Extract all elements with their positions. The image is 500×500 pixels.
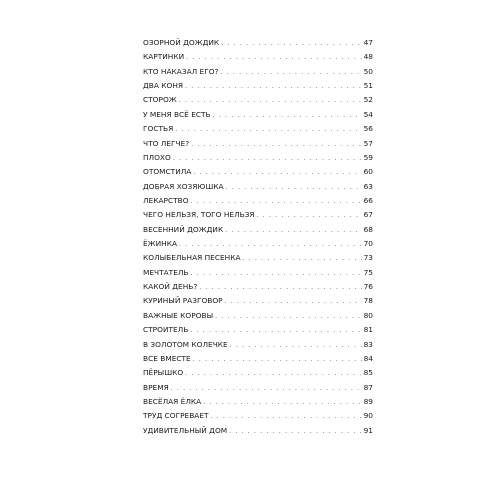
toc-entry-title: СТРОИТЕЛЬ	[143, 325, 189, 335]
toc-entry	[143, 153, 373, 167]
dot-leader	[221, 40, 361, 47]
toc-entry-page-number: 91	[363, 425, 373, 435]
toc-entry	[143, 210, 373, 224]
toc-entry-title: КТО НАКАЗАЛ ЕГО?	[143, 66, 219, 76]
toc-entry-page-number: 89	[363, 396, 373, 406]
dot-leader	[215, 313, 361, 320]
toc-entry	[143, 296, 373, 310]
toc-entry-page-number: 54	[363, 109, 373, 119]
toc-entry	[143, 253, 373, 267]
dot-leader	[229, 428, 361, 435]
toc-entry-title: ЁЖИНКА	[143, 239, 178, 249]
table-of-contents	[143, 38, 373, 440]
dot-leader	[220, 69, 361, 76]
dot-leader	[191, 198, 362, 205]
toc-entry-title: УДИВИТЕЛЬНЫЙ ДОМ	[143, 425, 228, 435]
toc-entry-page-number: 50	[363, 66, 373, 76]
toc-entry-page-number: 76	[363, 282, 373, 292]
dot-leader	[213, 112, 362, 119]
toc-entry-page-number: 85	[363, 368, 373, 378]
toc-entry-title: У МЕНЯ ВСЁ ЕСТЬ	[143, 109, 211, 119]
toc-entry-title: МЕЧТАТЕЛЬ	[143, 267, 189, 277]
toc-entry-title: КУРИНЫЙ РАЗГОВОР	[143, 296, 223, 306]
dot-leader	[243, 255, 362, 262]
toc-entry	[143, 225, 373, 239]
toc-entry-page-number: 73	[363, 253, 373, 263]
toc-entry	[143, 268, 373, 282]
dot-leader	[225, 298, 362, 305]
dot-leader	[173, 155, 362, 162]
dot-leader	[191, 141, 361, 148]
toc-entry-page-number: 87	[363, 382, 373, 392]
toc-entry-page-number: 51	[363, 81, 373, 91]
dot-leader	[203, 399, 361, 406]
toc-entry	[143, 110, 373, 124]
toc-entry-page-number: 60	[363, 167, 373, 177]
toc-entry-title: ГОСТЬЯ	[143, 124, 174, 134]
toc-entry	[143, 124, 373, 138]
dot-leader	[257, 212, 362, 219]
toc-entry	[143, 38, 373, 52]
toc-entry-page-number: 47	[363, 38, 373, 47]
toc-entry-title: КАКОЙ ДЕНЬ?	[143, 282, 198, 292]
toc-entry-title: ДВА КОНЯ	[143, 81, 184, 91]
toc-entry	[143, 67, 373, 81]
toc-entry	[143, 411, 373, 425]
toc-entry-page-number: 67	[363, 210, 373, 220]
toc-entry	[143, 282, 373, 296]
toc-entry-page-number: 56	[363, 124, 373, 134]
dot-leader	[185, 370, 361, 377]
toc-entry-page-number: 78	[363, 296, 373, 306]
toc-entry-title: ЛЕКАРСТВО	[143, 195, 189, 205]
toc-entry	[143, 196, 373, 210]
toc-entry-title: ПЁРЫШКО	[143, 368, 184, 378]
toc-entry-title: ЧЕГО НЕЛЬЗЯ, ТОГО НЕЛЬЗЯ	[143, 210, 255, 220]
toc-entry	[143, 325, 373, 339]
toc-entry	[143, 354, 373, 368]
toc-entry	[143, 95, 373, 109]
toc-entry	[143, 340, 373, 354]
toc-entry-page-number: 48	[363, 52, 373, 62]
toc-entry-page-number: 57	[363, 138, 373, 148]
toc-entry-page-number: 84	[363, 353, 373, 363]
toc-entry-title: ОТОМСТИЛА	[143, 167, 192, 177]
toc-entry-page-number: 63	[363, 181, 373, 191]
toc-entry	[143, 167, 373, 181]
dot-leader	[225, 227, 361, 234]
toc-entry	[143, 383, 373, 397]
dot-leader	[179, 97, 362, 104]
toc-entry-page-number: 68	[363, 224, 373, 234]
toc-entry-title: ОЗОРНОЙ ДОЖДИК	[143, 38, 220, 47]
toc-entry	[143, 397, 373, 411]
toc-entry-title: ВЕСЕННИЙ ДОЖДИК	[143, 224, 224, 234]
dot-leader	[171, 385, 362, 392]
toc-entry-page-number: 59	[363, 152, 373, 162]
toc-entry-title: ДОБРАЯ ХОЗЯЮШКА	[143, 181, 224, 191]
toc-entry-title: В ЗОЛОТОМ КОЛЕЧКЕ	[143, 339, 228, 349]
toc-entry-title: КОЛЫБЕЛЬНАЯ ПЕСЕНКА	[143, 253, 241, 263]
dot-leader	[230, 342, 362, 349]
toc-entry-page-number: 80	[363, 310, 373, 320]
dot-leader	[199, 284, 361, 291]
toc-entry-page-number: 83	[363, 339, 373, 349]
toc-entry-title: ВСЕ ВМЕСТЕ	[143, 353, 191, 363]
toc-entry-page-number: 52	[363, 95, 373, 105]
dot-leader	[193, 356, 362, 363]
dot-leader	[185, 83, 362, 90]
dot-leader	[175, 126, 361, 133]
dot-leader	[190, 327, 361, 334]
dot-leader	[179, 241, 362, 248]
toc-entry-page-number: 81	[363, 325, 373, 335]
toc-entry-title: ПЛОХО	[143, 152, 171, 162]
toc-entry-title: СТОРОЖ	[143, 95, 177, 105]
toc-entry-title: КАРТИНКИ	[143, 52, 185, 62]
toc-entry-title: ЧТО ЛЕГЧЕ?	[143, 138, 190, 148]
toc-entry-title: ТРУД СОГРЕВАЕТ	[143, 411, 209, 421]
toc-entry-title: ВРЕМЯ	[143, 382, 169, 392]
toc-entry	[143, 81, 373, 95]
toc-entry-page-number: 66	[363, 195, 373, 205]
dot-leader	[191, 270, 362, 277]
dot-leader	[193, 169, 361, 176]
toc-entry-title: ВЕСЁЛАЯ ЁЛКА	[143, 396, 202, 406]
toc-entry	[143, 426, 373, 440]
toc-entry	[143, 311, 373, 325]
toc-entry-page-number: 70	[363, 239, 373, 249]
toc-entry-page-number: 75	[363, 267, 373, 277]
toc-entry-page-number: 90	[363, 411, 373, 421]
toc-entry	[143, 52, 373, 66]
dot-leader	[186, 54, 361, 61]
dot-leader	[211, 413, 362, 420]
toc-entry	[143, 139, 373, 153]
toc-entry	[143, 182, 373, 196]
toc-entry	[143, 368, 373, 382]
toc-entry	[143, 239, 373, 253]
dot-leader	[226, 184, 362, 191]
toc-entry-title: ВАЖНЫЕ КОРОВЫ	[143, 310, 214, 320]
